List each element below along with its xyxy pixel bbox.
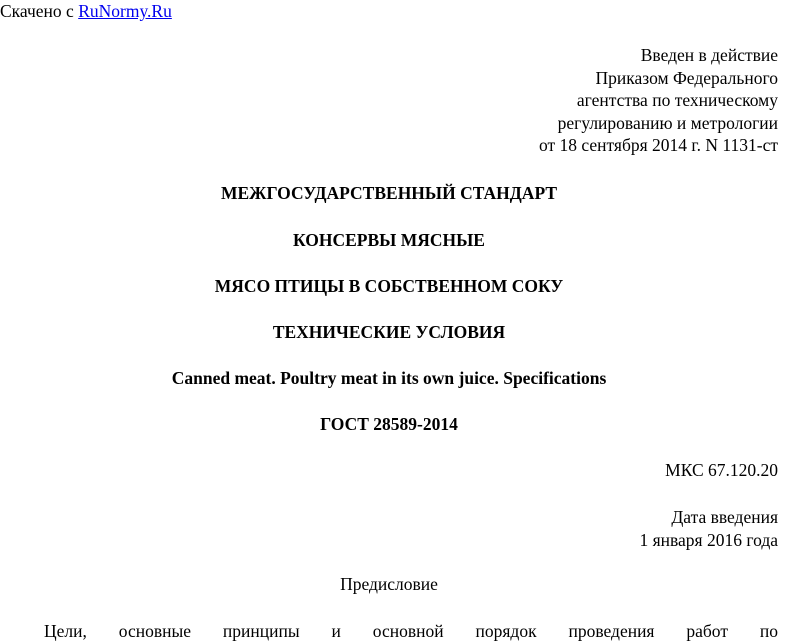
source-prefix: Скачено с	[0, 1, 79, 21]
english-title: Canned meat. Poultry meat in its own juice. Specifications	[171, 368, 607, 388]
effective-date-value: 1 января 2016 года	[639, 530, 778, 550]
mks-code: МКС 67.120.20	[665, 460, 778, 480]
approval-block	[539, 44, 778, 157]
title-line-3: ТЕХНИЧЕСКИЕ УСЛОВИЯ	[272, 322, 506, 342]
title-line-1: КОНСЕРВЫ МЯСНЫЕ	[293, 230, 485, 250]
source-link[interactable]: RuNormy.Ru	[78, 1, 172, 21]
preface-heading: Предисловие	[340, 574, 438, 594]
effective-date-label: Дата введения	[671, 507, 778, 527]
approval-line: агентства по техническому	[576, 90, 778, 110]
standard-code: ГОСТ 28589-2014	[320, 414, 458, 434]
approval-line: Приказом Федерального	[595, 67, 778, 88]
approval-line: от 18 сентября 2014 г. N 1131-ст	[538, 135, 778, 155]
source-line	[0, 0, 172, 22]
title-line-2: МЯСО ПТИЦЫ В СОБСТВЕННОМ СОКУ	[214, 276, 564, 296]
approval-line: регулированию и метрологии	[557, 112, 778, 133]
approval-line: Введен в действие	[640, 45, 778, 65]
standard-type-heading: МЕЖГОСУДАРСТВЕННЫЙ СТАНДАРТ	[220, 183, 558, 203]
preface-paragraph: Цели, основные принципы и основной порядок проведения работ по	[44, 621, 778, 641]
